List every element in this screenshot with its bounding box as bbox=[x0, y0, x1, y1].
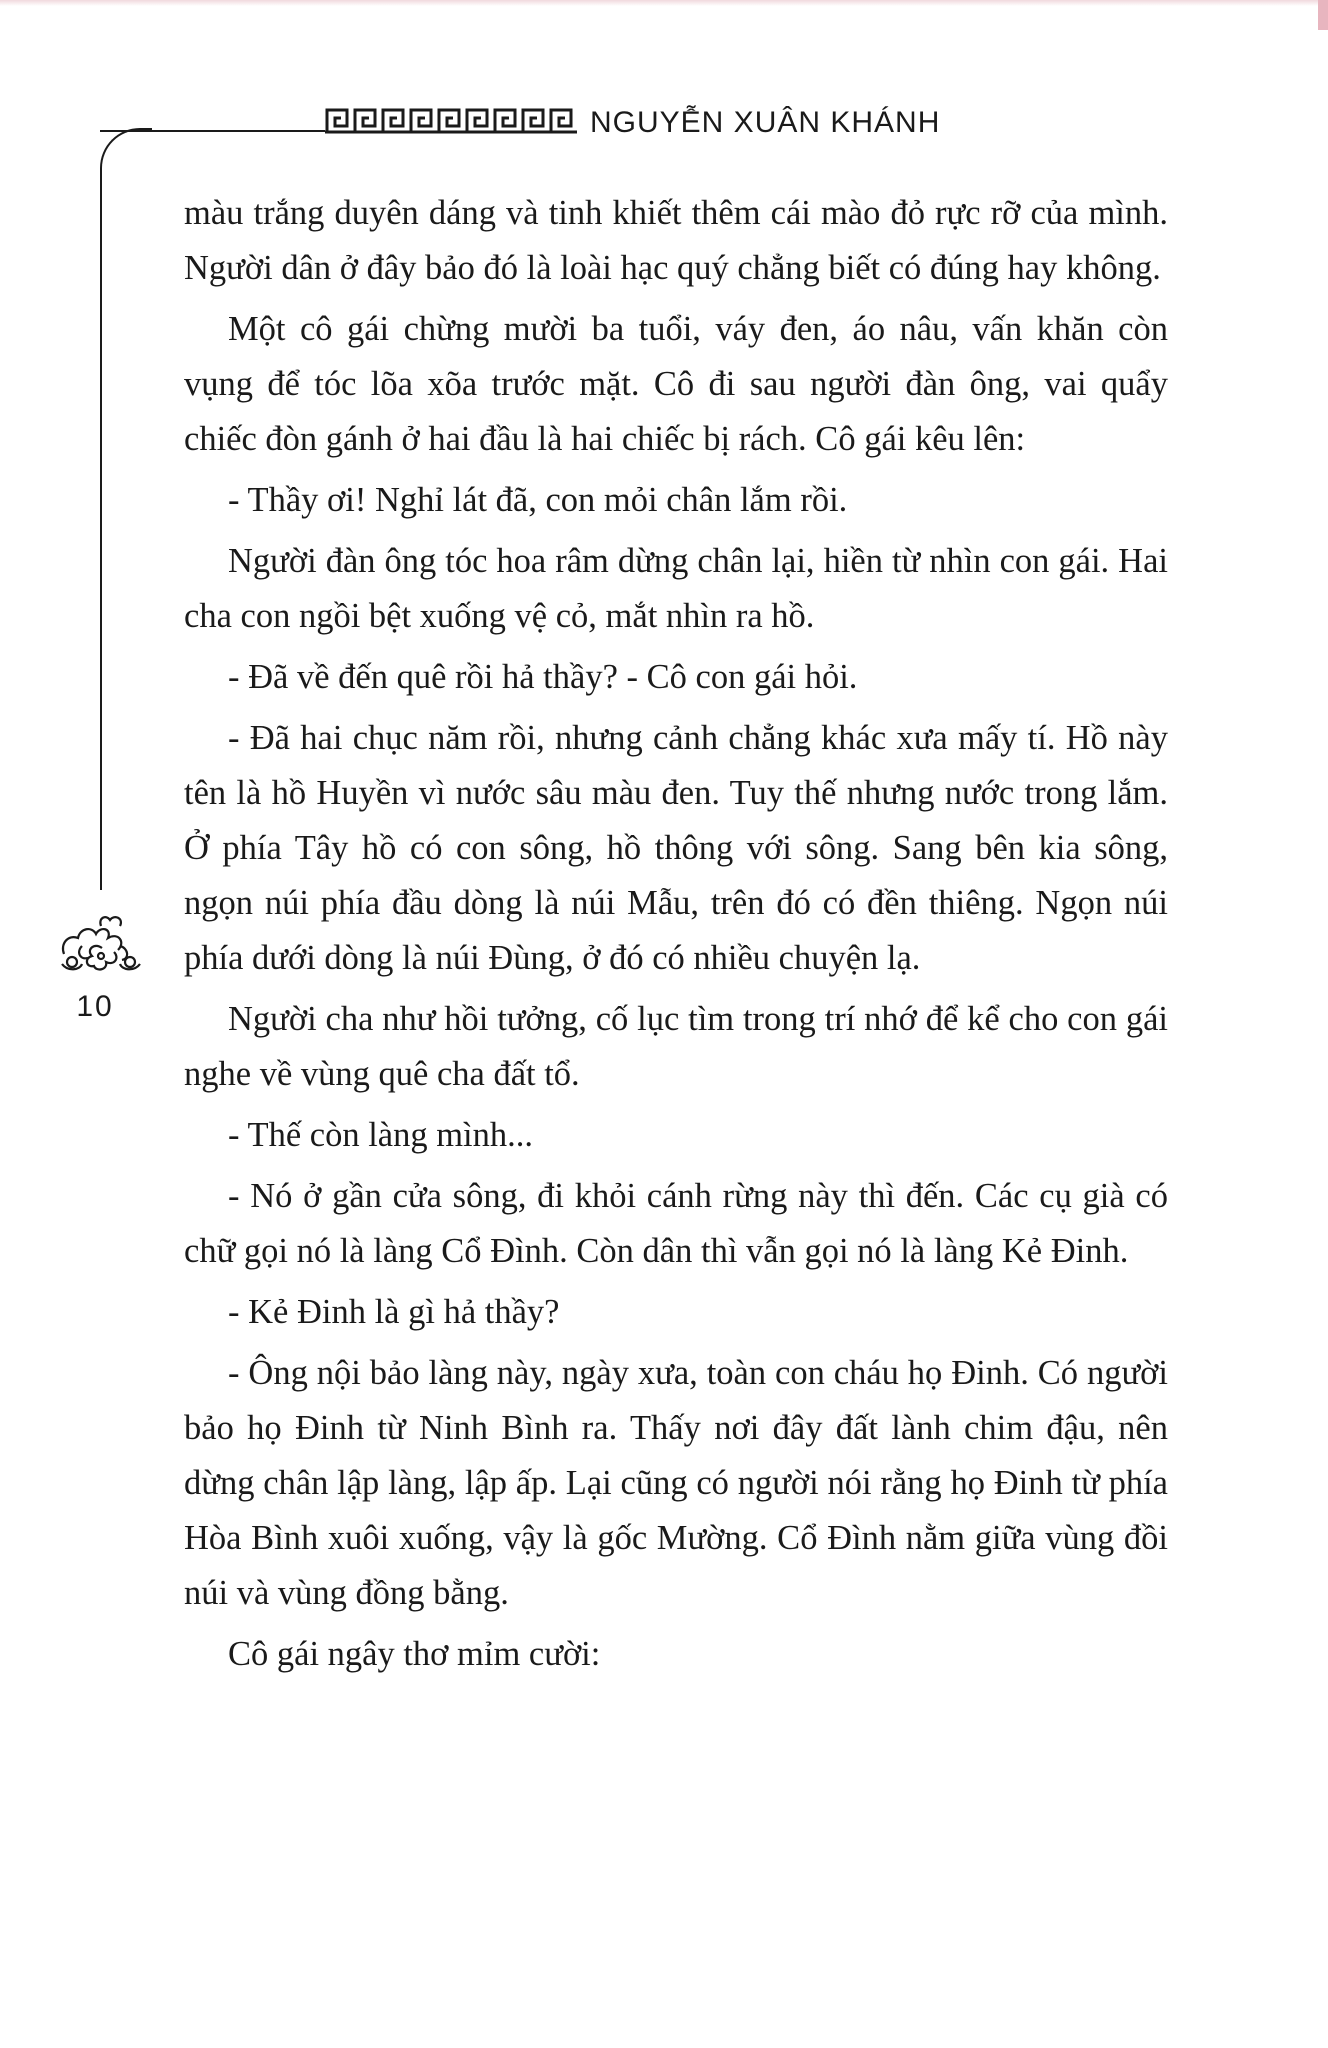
body-text bbox=[184, 186, 1168, 1688]
paragraph: Người đàn ông tóc hoa râm dừng chân lại, hiền từ nhìn con gái. Hai cha con ngồi bệt xuống vệ cỏ, mắt nhìn ra hồ. bbox=[184, 542, 1168, 635]
paragraph: Người cha như hồi tưởng, cố lục tìm trong trí nhớ để kể cho con gái nghe về vùng quê cha đất tổ. bbox=[184, 1000, 1168, 1093]
paragraph: Một cô gái chừng mười ba tuổi, váy đen, áo nâu, vấn khăn còn vụng để tóc lõa xõa trước mặt. Cô đi sau người đàn ông, vai quẩy chiếc đòn gánh ở hai đầu là hai chiếc bị rách. Cô gái kêu lên: bbox=[184, 310, 1168, 458]
paragraph: - Nó ở gần cửa sông, đi khỏi cánh rừng này thì đến. Các cụ già có chữ gọi nó là làng Cổ Đình. Còn dân thì vẫn gọi nó là làng Kẻ Đinh. bbox=[184, 1177, 1168, 1270]
paragraph: - Ông nội bảo làng này, ngày xưa, toàn con cháu họ Đinh. Có người bảo họ Đinh từ Ninh Bình ra. Thấy nơi đây đất lành chim đậu, nên dừng chân lập làng, lập ấp. Lại cũng có người nói rằng họ Đinh từ phía Hòa Bình xuôi xuống, vậy là gốc Mường. Cổ Đình nằm giữa vùng đồi núi và vùng đồng bằng. bbox=[184, 1354, 1168, 1612]
cloud-scroll-ornament-icon bbox=[58, 912, 144, 972]
page-right-edge bbox=[1318, 0, 1328, 30]
paragraph: - Kẻ Đinh là gì hả thầy? bbox=[228, 1293, 560, 1331]
paragraph: - Đã về đến quê rồi hả thầy? - Cô con gái hỏi. bbox=[228, 658, 858, 696]
paragraph: - Thầy ơi! Nghỉ lát đã, con mỏi chân lắm rồi. bbox=[228, 481, 848, 519]
meander-border-icon bbox=[325, 108, 580, 134]
running-header bbox=[100, 96, 941, 146]
page-top-edge bbox=[0, 0, 1328, 6]
page-number: 10 bbox=[76, 990, 114, 1023]
paragraph: màu trắng duyên dáng và tinh khiết thêm cái mào đỏ rực rỡ của mình. Người dân ở đây bảo đó là loài hạc quý chẳng biết có đúng hay không. bbox=[184, 194, 1168, 287]
paragraph: - Thế còn làng mình... bbox=[228, 1116, 534, 1154]
paragraph: Cô gái ngây thơ mỉm cười: bbox=[228, 1635, 601, 1673]
author-name: NGUYỄN XUÂN KHÁNH bbox=[590, 106, 941, 139]
left-frame-line bbox=[100, 128, 152, 890]
paragraph: - Đã hai chục năm rồi, nhưng cảnh chẳng khác xưa mấy tí. Hồ này tên là hồ Huyền vì nước sâu màu đen. Tuy thế nhưng nước trong lắm. Ở phía Tây hồ có con sông, hồ thông với sông. Sang bên kia sông, ngọn núi phía đầu dòng là núi Mẫu, trên đó có đền thiêng. Ngọn núi phía dưới dòng là núi Đùng, ở đó có nhiều chuyện lạ. bbox=[184, 719, 1168, 977]
